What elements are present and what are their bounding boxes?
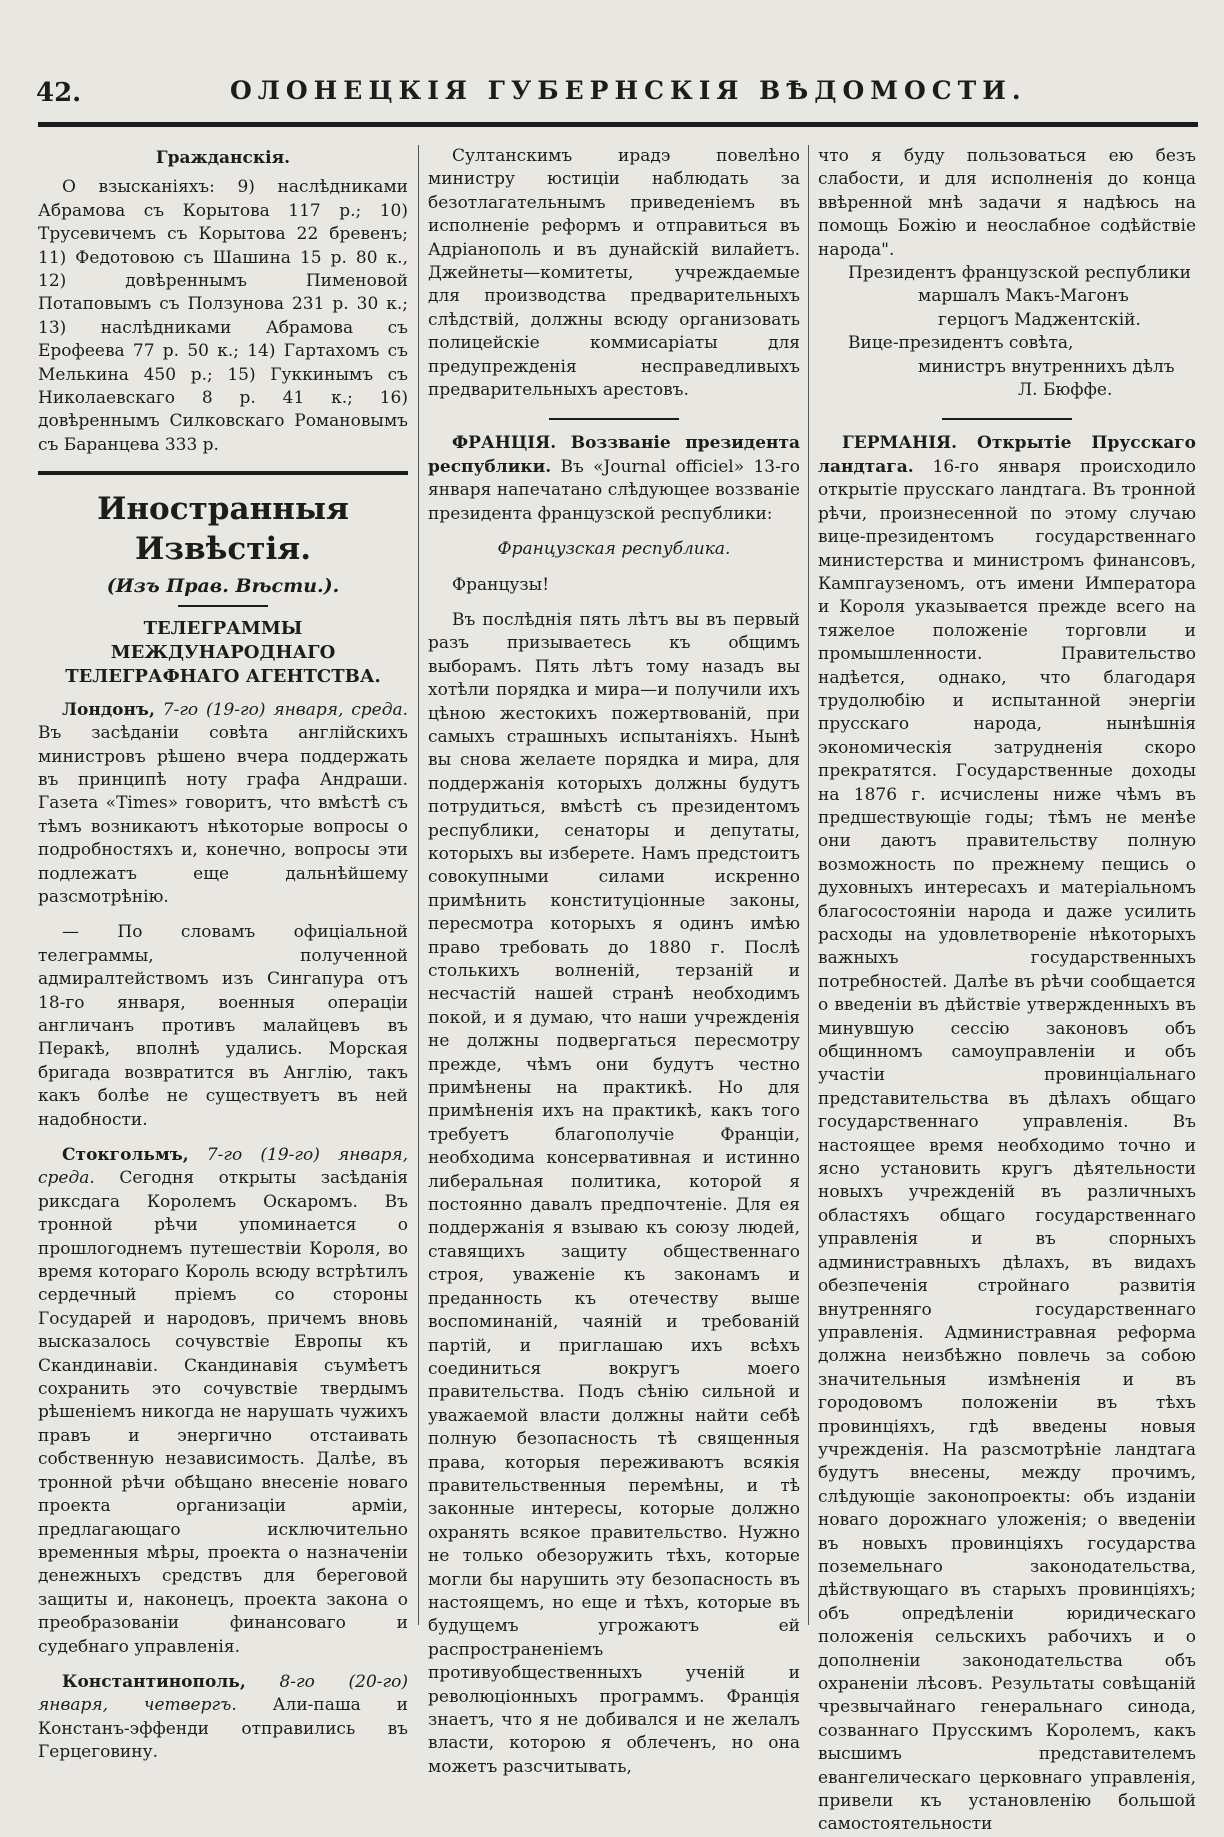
masthead-rule: [38, 122, 1198, 127]
stockholm-date: 7-го (19-го) января, среда.: [38, 1145, 409, 1189]
france-heading: ФРАНЦІЯ. Воззваніе президента республики.: [428, 433, 800, 477]
london-text: Въ засѣданіи совѣта англійскихъ министровъ рѣшено вчера поддержать въ принципѣ ноту графа Андраши. Газета «Times» говоритъ, что вмѣстѣ съ тѣмъ возникаютъ нѣкоторые вопросы о подробностяхъ и, конечно, вопросы эти подлежатъ еще дальнѣйшему разсмотрѣнію.: [38, 723, 408, 907]
stockholm-text: Сегодня открыты засѣданія риксдага Королемъ Оскаромъ. Въ тронной рѣчи упоминается о прошлогоднемъ путешествіи Короля, во время котораго Король всюду встрѣтилъ сердечный пріемъ со стороны Государей и народовъ, причемъ вновь высказалось сочувствіе Европы къ Скандинавіи. Скандинавія съумѣетъ сохранить это сочувствіе твердымъ рѣшеніемъ никогда не нарушать чужихъ правъ и энергично отстаивать собственную независимость. Далѣе, въ тронной рѣчи обѣщано внесеніе новаго проекта организаціи арміи, предлагающаго исключительно временныя мѣры, проекта о назначеніи денежныхъ средствъ для береговой защиты и, наконецъ, проекта закона о преобразованіи финансоваго и судебнаго управленія.: [38, 1168, 408, 1657]
signature-line-2: маршалъ Макъ-Магонъ: [918, 286, 1129, 307]
constantinople-text: Али-паша и Констанъ-эффенди отправились въ Герцеговину.: [38, 1695, 408, 1763]
france-article-intro: [428, 432, 800, 526]
address-end: что я буду пользоваться ею безъ слабости, и для исполненія до конца ввѣренной мнѣ задачи я надѣюсь на помощь Божію и неослабное содѣйствіе народа".: [818, 146, 1196, 260]
signature-line-3: герцогъ Маджентскій.: [938, 309, 1141, 330]
article-rule: [549, 418, 679, 420]
stockholm-place: Стокгольмъ,: [62, 1145, 189, 1165]
london-date: 7-го (19-го) января, среда.: [162, 699, 409, 720]
france-intro: Въ «Journal officiel» 13-го января напечатано слѣдующее воззваніе президента французской республики:: [428, 456, 800, 524]
civil-text: О взысканіяхъ: 9) наслѣдниками Абрамова съ Корытова 117 р.; 10) Трусевичемъ съ Корытова 22 бревенъ; 11) Федотовою съ Шашина 15 р. 80 к., 12) довѣреннымъ Пименовой Потаповымъ съ Ползунова 231 р. 30 к.; 13) наслѣдниками Абрамова съ Ерофеева 77 р. 50 к.; 14) Гартахомъ съ Мелькина 450 р.; 15) Гуккинымъ съ Николаевскаго 8 р. 41 к.; 16) довѣреннымъ Силковскаго Романовымъ съ Баранцева 333 р.: [38, 177, 408, 455]
column-divider-1: [418, 145, 419, 1625]
civil-heading: Гражданскія.: [155, 148, 291, 168]
germany-article: [818, 432, 1196, 1836]
short-rule: [178, 605, 268, 607]
constantinople-date: 8-го (20-го) января, четвергъ.: [38, 1671, 408, 1716]
page-number: 42.: [36, 78, 82, 108]
republic-label: Французская республика.: [497, 539, 731, 560]
london-place: Лондонъ,: [62, 699, 155, 720]
section-rule: [38, 471, 408, 475]
article-rule-2: [942, 418, 1072, 420]
sultan-text: Султанскимъ ирадэ повелѣно министру юстиціи наблюдать за безотлагательнымъ приведеніемъ въ исполненіе реформъ и отправиться въ Адріанополь и въ дунайскій вилайетъ. Джейнеты—комитеты, учреждаемые для производства предварительныхъ слѣдствій, должны всюду организовать полицейскіе коммисаріаты для предупрежденія несправедливыхъ предварительныхъ арестовъ.: [428, 146, 800, 401]
column-divider-2: [808, 145, 809, 1625]
column-middle: [428, 145, 800, 1777]
republic-heading: [428, 538, 800, 561]
constantinople-place: Константинополь,: [62, 1671, 246, 1692]
germany-heading: ГЕРМАНІЯ. Открытіе Прусскаго ландтага.: [818, 433, 1196, 477]
signature-line-6: Л. Бюффе.: [1018, 380, 1113, 401]
president-address: Въ послѣднія пять лѣтъ вы въ первый разъ призываетесь къ общимъ выборамъ. Пять лѣтъ тому назадъ вы хотѣли порядка и мира—и получили ихъ цѣною жестокихъ пожертвованій, при самыхъ страшныхъ испытаніяхъ. Нынѣ вы снова желаете порядка и мира, для поддержанія которыхъ должны будутъ потрудиться, вмѣстѣ съ президентомъ республики, сенаторы и депутаты, которыхъ вы изберете. Намъ предстоитъ совокупными силами искренно примѣнить конституціонные законы, пересмотра которыхъ я одинъ имѣю право требовать до 1880 г. Послѣ столькихъ волненій, терзаній и несчастій нашей странѣ необходимъ покой, и я думаю, что наши учрежденія не должны подвергаться пересмотру прежде, чѣмъ они будутъ честно примѣнены на практикѣ. Но для примѣненія ихъ на практикѣ, какъ того требуетъ благополучіе Франціи, необходима консервативная и истинно либеральная политика, которой я постоянно давалъ предпочтеніе. Для ея поддержанія я взываю къ союзу людей, ставящихъ защиту общественнаго строя, уваженіе къ законамъ и преданность къ отечеству выше воспоминаній, чаяній и требованій партій, и приглашаю ихъ всѣхъ соединиться вокругъ моего правительства. Подъ сѣнію сильной и уважаемой власти должны найти себѣ полную безопасность тѣ священныя права, которыя переживаютъ всякія правительственныя перемѣны, и тѣ законные интересы, которые должно охранять всякое правительство. Нужно не только обезоружить тѣхъ, которые могли бы нарушить эту безопасность въ настоящемъ, но еще и тѣхъ, которые въ будущемъ угрожаютъ ей распространеніемъ противуобщественныхъ ученій и революціонныхъ программъ. Франція знаетъ, что я не добивался и не желалъ власти, которою я облеченъ, но она можетъ разсчитывать,: [428, 609, 800, 1777]
germany-text: 16-го января происходило открытіе прусскаго ландтага. Въ тронной рѣчи, произнесенной по этому случаю вице-президентомъ государственнаго министерства и министромъ финансовъ, Кампгаузеномъ, отъ имени Императора и Короля указывается прежде всего на тяжелое положеніе торговли и промышленности. Правительство надѣется, однако, что благодаря трудолюбію и испытанной энергіи прусскаго народа, нынѣшнія экономическія затрудненія скоро прекратятся. Государственные доходы на 1876 г. исчислены ниже чѣмъ въ предшествующіе годы; тѣмъ не менѣе они даютъ правительству полную возможность по прежнему пещись о духовныхъ интересахъ и матеріальномъ благосостояніи народа и даже усилить расходы на удовлетвореніе нѣкоторыхъ важныхъ государственныхъ потребностей. Далѣе въ рѣчи сообщается о введеніи въ дѣйствіе утвержденныхъ въ минувшую сессію законовъ объ общинномъ самоуправленіи и объ участіи провинціальнаго представительства въ дѣлахъ общаго государственнаго управленія. Въ настоящее время необходимо точно и ясно установить кругъ дѣятельности новыхъ учрежденій въ различныхъ областяхъ общаго государственнаго управленія и въ спорныхъ администравныхъ дѣлахъ, въ видахъ обезпеченія стройнаго развитія внутренняго государственнаго управленія. Администравная реформа должна неизбѣжно повлечь за собою значительныя измѣненія и въ городовомъ положеніи въ тѣхъ провинціяхъ, гдѣ введены новыя учрежденія. На разсмотрѣніе ландтага будутъ внесены, между прочимъ, слѣдующіе законопроекты: объ изданіи новаго дорожнаго уложенія; о введеніи въ новыхъ провинціяхъ государства поземельнаго законодательства, дѣйствующаго въ старыхъ провинціяхъ; объ опредѣленіи юридическаго положенія сельскихъ рабочихъ и о дополненіи законодательства объ охраненіи лѣсовъ. Результаты совѣщаній чрезвычайнаго генеральнаго синода, созваннаго Прусскимъ Королемъ, какъ высшимъ представителемъ евангелическаго церковнаго управленія, привели къ установленію большой самостоятельности: [818, 456, 1196, 1835]
london-dispatch: [38, 699, 408, 910]
signature-line-1: Президентъ французской республики: [848, 263, 1191, 284]
address-greeting: Французы!: [452, 574, 550, 595]
masthead-title: ОЛОНЕЦКІЯ ГУБЕРНСКІЯ ВѢДОМОСТИ.: [230, 76, 1027, 105]
foreign-news-title: Иностранныя Извѣстія.: [97, 491, 349, 568]
stockholm-dispatch: [38, 1144, 408, 1659]
constantinople-dispatch: [38, 1671, 408, 1765]
telegram-title: ТЕЛЕГРАММЫ МЕЖДУНАРОДНАГО ТЕЛЕГРАФНАГО АГЕНТСТВА.: [65, 617, 381, 687]
column-right: [818, 145, 1196, 1835]
column-left: [38, 145, 409, 1763]
signature-line-5: министръ внутреннихъ дѣлъ: [918, 356, 1175, 377]
singapore-dispatch: — По словамъ офиціальной телеграммы, полученной адмиралтействомъ изъ Сингапура отъ 18-го января, военныя операціи англичанъ противъ малайцевъ въ Перакѣ, вполнѣ удались. Морская бригада возвратится въ Англію, такъ какъ болѣе не существуетъ въ ней надобности.: [38, 922, 408, 1130]
signature-line-4: Вице-президентъ совѣта,: [848, 333, 1074, 354]
foreign-news-source: (Изъ Прав. Вѣсти.).: [106, 575, 340, 598]
